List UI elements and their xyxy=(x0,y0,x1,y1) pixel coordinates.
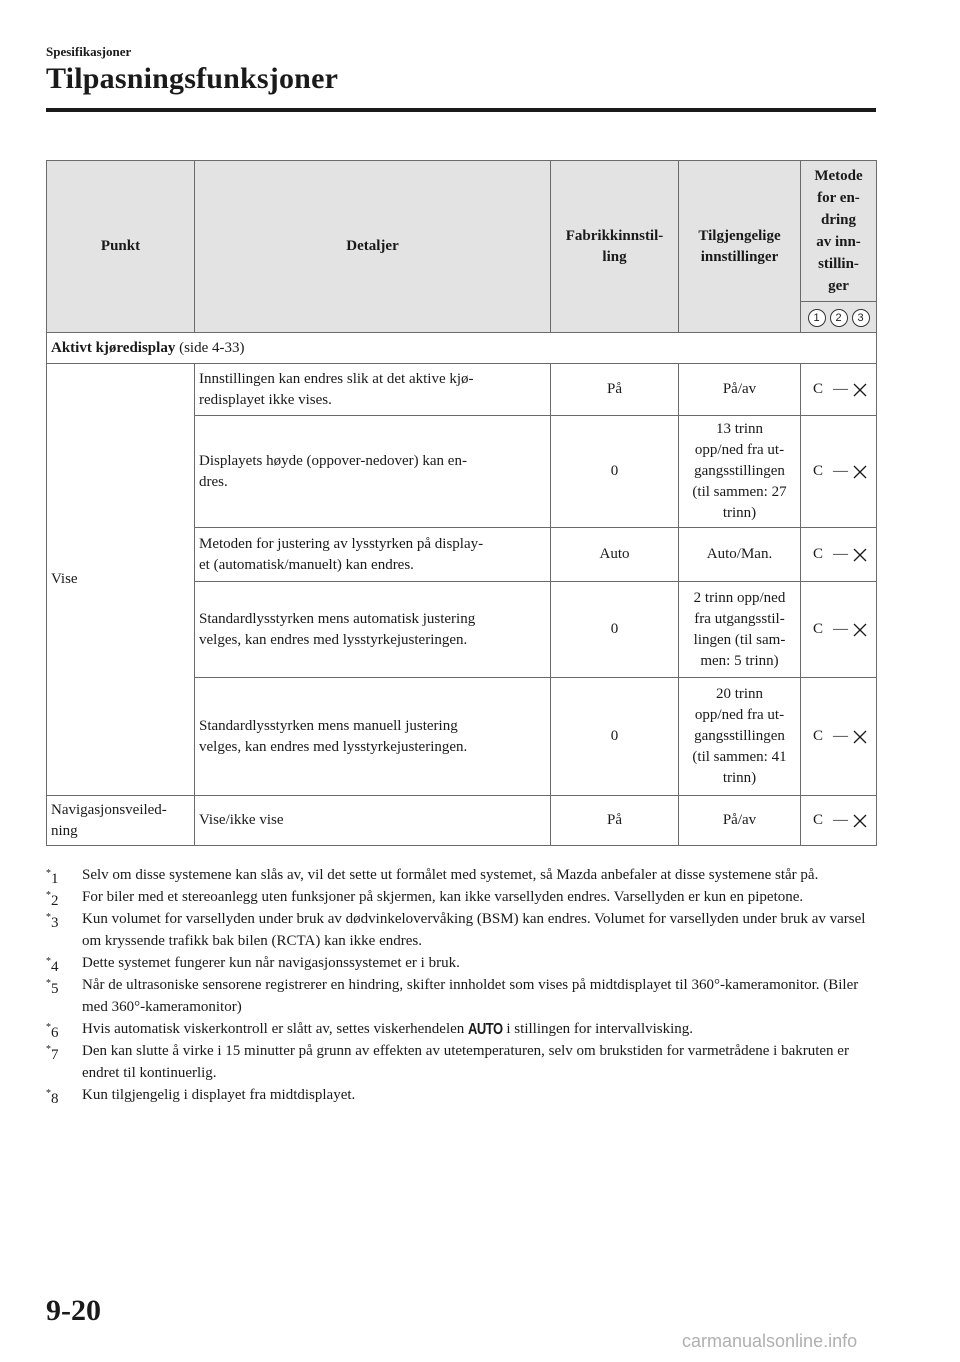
footnote-text: Hvis automatisk viskerkontroll er slått av, settes viskerhendelen xyxy=(82,1021,469,1037)
footnote-text: Kun tilgjengelig i displayet fra midtdisplayet. xyxy=(82,1087,356,1103)
table-row-method xyxy=(801,582,877,678)
settings-table xyxy=(46,160,877,846)
punkt-vise: Vise xyxy=(47,364,195,796)
footnote-text: Den kan slutte å virke i 15 minutter på grunn av effekten av utetemperaturen, selv om brukstiden for varmetrådene i bakruten er endret til kontinuerlig. xyxy=(82,1043,849,1081)
header-detaljer: Detaljer xyxy=(195,161,551,333)
table-row-detail: Standardlysstyrken mens manuell justering velges, kan endres med lysstyrkejusteringen. xyxy=(195,678,551,796)
x-mark-icon xyxy=(852,729,868,745)
table-row-detail: Standardlysstyrken mens automatisk justering velges, kan endres med lysstyrkejusteringen. xyxy=(195,582,551,678)
footnote-text: Dette systemet fungerer kun når navigasjonssystemet er i bruk. xyxy=(82,955,460,971)
footnote-number: 8 xyxy=(51,1091,59,1107)
footnote-star: * xyxy=(46,912,51,923)
x-mark-icon xyxy=(852,622,868,638)
footnote-number: 1 xyxy=(51,871,59,887)
table-row-method xyxy=(801,528,877,582)
table-row-method xyxy=(801,364,877,416)
table-row-method xyxy=(801,416,877,528)
table-row-fabrikk: Auto xyxy=(551,528,679,582)
method-1-value: C xyxy=(813,546,824,562)
table-row-tilgjengelige: 20 trinn opp/ned fra ut- gangsstillingen (til sammen: 41 trinn) xyxy=(679,678,801,796)
table-row-fabrikk: 0 xyxy=(551,416,679,528)
footnote-text: Kun volumet for varsellyden under bruk av dødvinkelovervåking (BSM) kan endres. Volumet for varsellyden under bruk av varsel om kryssende trafikk bak bilen (RCTA) kan ikke endres. xyxy=(82,911,866,949)
footnote-text: Selv om disse systemene kan slås av, vil det sette ut formålet med systemet, så Mazda anbefaler at disse systemene står på. xyxy=(82,867,819,883)
x-mark-icon xyxy=(852,813,868,829)
method-2-value: — xyxy=(833,381,848,397)
footnote-star: * xyxy=(46,1044,51,1055)
table-row-method xyxy=(801,796,877,846)
footnote xyxy=(46,886,876,908)
watermark-text: carmanualsonline.info xyxy=(682,1331,858,1351)
table-row-tilgjengelige: Auto/Man. xyxy=(679,528,801,582)
method-1-value: C xyxy=(813,812,824,828)
header-punkt: Punkt xyxy=(47,161,195,333)
footnote-star: * xyxy=(46,956,51,967)
footnote-text: Når de ultrasoniske sensorene registrerer en hindring, skifter innholdet som vises på midtdisplayet til 360°-kameramonitor. (Biler med 360°-kameramonitor) xyxy=(82,977,859,1015)
footnote xyxy=(46,864,876,886)
footnote-star: * xyxy=(46,1088,51,1099)
table-row-detail: Metoden for justering av lysstyrken på display- et (automatisk/manuelt) kan endres. xyxy=(195,528,551,582)
footnote-text: For biler med et stereoanlegg uten funksjoner på skjermen, kan ikke varsellyden endres. Varsellyden er kun en pipetone. xyxy=(82,889,804,905)
method-2-value: — xyxy=(833,463,848,479)
x-mark-icon xyxy=(852,547,868,563)
footnote-number: 7 xyxy=(51,1047,59,1063)
x-mark-icon xyxy=(852,464,868,480)
table-row-fabrikk: På xyxy=(551,364,679,416)
footnote xyxy=(46,1084,876,1106)
title-rule xyxy=(46,108,876,112)
footnote-number: 3 xyxy=(51,915,59,931)
table-row-tilgjengelige: På/av xyxy=(679,364,801,416)
footnote xyxy=(46,908,876,952)
header-tilgjengelige: Tilgjengelige innstillinger xyxy=(679,161,801,333)
header-metode-numbers xyxy=(801,302,877,333)
table-row-tilgjengelige: På/av xyxy=(679,796,801,846)
footnote xyxy=(46,1018,876,1040)
section-name: Aktivt kjøredisplay xyxy=(51,339,176,356)
method-1-value: C xyxy=(813,621,824,637)
footnote xyxy=(46,974,876,1018)
footnote-number: 4 xyxy=(51,959,59,975)
page-title: Tilpasningsfunksjoner xyxy=(46,62,339,95)
table-row-fabrikk: 0 xyxy=(551,678,679,796)
table-row-detail: Displayets høyde (oppover-nedover) kan en- dres. xyxy=(195,416,551,528)
method-2-value: — xyxy=(833,621,848,637)
footnote xyxy=(46,952,876,974)
footnote-number: 2 xyxy=(51,893,59,909)
table-row-fabrikk: På xyxy=(551,796,679,846)
table-row-detail: Vise/ikke vise xyxy=(195,796,551,846)
method-1-value: C xyxy=(813,463,824,479)
header-metode: Metode for en- dring av inn- stillin- ger xyxy=(801,161,877,302)
footnote-number: 5 xyxy=(51,981,59,997)
table-row-tilgjengelige: 13 trinn opp/ned fra ut- gangsstillingen (til sammen: 27 trinn) xyxy=(679,416,801,528)
circled-number-2: 2 xyxy=(830,309,848,327)
circled-number-3: 3 xyxy=(852,309,870,327)
table-section-row xyxy=(47,333,877,364)
footnote-text: i stillingen for intervallvisking. xyxy=(502,1021,694,1037)
footnote-number: 6 xyxy=(51,1025,59,1041)
footnote-star: * xyxy=(46,890,51,901)
table-row-fabrikk: 0 xyxy=(551,582,679,678)
punkt-navigasjon: Navigasjonsveiled- ning xyxy=(47,796,195,846)
table-row-tilgjengelige: 2 trinn opp/ned fra utgangsstil- lingen (til sam- men: 5 trinn) xyxy=(679,582,801,678)
auto-wiper-icon: AUTO xyxy=(468,1019,503,1038)
method-1-value: C xyxy=(813,381,824,397)
header-fabrikk: Fabrikkinnstil- ling xyxy=(551,161,679,333)
footnote-star: * xyxy=(46,978,51,989)
method-1-value: C xyxy=(813,728,824,744)
circled-number-1: 1 xyxy=(808,309,826,327)
method-2-value: — xyxy=(833,546,848,562)
table-row-detail: Innstillingen kan endres slik at det aktive kjø- redisplayet ikke vises. xyxy=(195,364,551,416)
method-2-value: — xyxy=(833,728,848,744)
x-mark-icon xyxy=(852,382,868,398)
page-number: 9-20 xyxy=(46,1294,101,1327)
footnotes xyxy=(46,864,876,1106)
section-ref: (side 4-33) xyxy=(175,339,245,356)
method-2-value: — xyxy=(833,812,848,828)
section-label: Spesifikasjoner xyxy=(46,44,132,59)
table-row-method xyxy=(801,678,877,796)
footnote-star: * xyxy=(46,1022,51,1033)
footnote xyxy=(46,1040,876,1084)
footnote-star: * xyxy=(46,868,51,879)
